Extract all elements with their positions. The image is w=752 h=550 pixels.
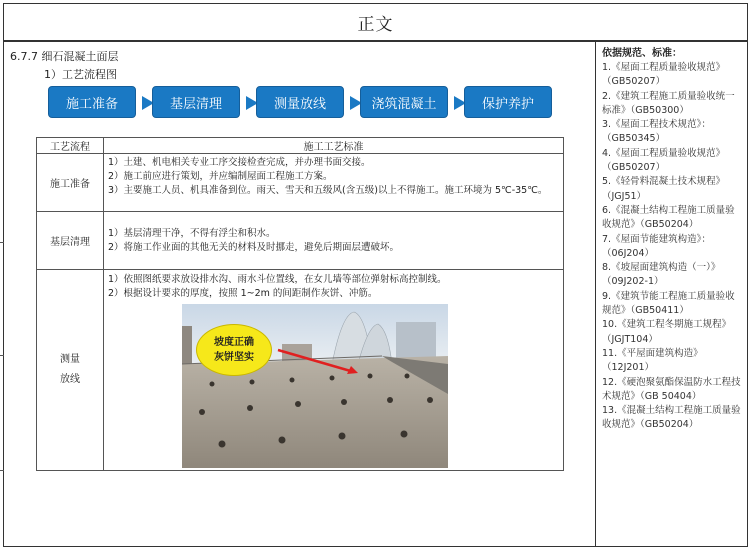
reference-item: 10.《建筑工程冬期施工规程》（JGJT104） [602,319,732,345]
standard-line: 1）土建、机电相关专业工序交接检查完成，并办理书面交接。 [108,157,371,168]
standard-line: 3）主要施工人员、机具准备到位。雨天、雪天和五级风(含五级)以上不得施工。施工环境为 5℃-35℃。 [108,185,548,196]
reference-item: 12.《硬泡聚氨酯保温防水工程技术规范》（GB 50404） [602,376,741,402]
table-header-process: 工艺流程 [37,138,104,154]
flow-step-prepare: 施工准备 [48,86,136,118]
row-name [37,270,104,471]
table-header-row [37,138,564,154]
table-row [37,212,564,270]
standard-line: 2）根据设计要求的厚度，按照 1~2m 的间距制作灰饼、冲筋。 [108,288,378,299]
section-title: 6.7.7 细石混凝土面层 [10,50,119,63]
document-frame [3,3,748,547]
site-photo [182,304,448,468]
table-row [37,270,564,471]
flow-step-cure: 保护养护 [464,86,552,118]
table-row [37,154,564,212]
standard-line: 2）将施工作业面的其他无关的材料及时挪走，避免后期面层遭破坏。 [108,241,400,253]
standard-line: 2）施工前应进行策划，并应编制屋面工程施工方案。 [108,171,333,182]
reference-item: 7.《屋面节能建筑构造》：（06J204） [602,233,711,259]
reference-item: 9.《建筑节能工程施工质量验收规范》（GB50411） [602,290,735,317]
reference-item: 4.《屋面工程质量验收规范》（GB50207） [602,147,726,174]
row-name: 施工准备 [37,154,104,212]
main-content [4,42,596,546]
process-table [36,137,564,471]
callout-line: 灰饼坚实 [214,352,254,363]
reference-sidebar [596,42,747,546]
sidebar-title: 依据规范、标准： [602,48,682,59]
reference-item: 6.《混凝土结构工程施工质量验收规范》（GB50204） [602,204,735,231]
margin-tick [0,355,4,356]
row-standard [104,212,564,270]
reference-item: 3.《屋面工程技术规范》：（GB50345） [602,119,711,145]
reference-item: 11.《平屋面建筑构造》（12J201） [602,347,703,374]
flow-step-measure: 测量放线 [256,86,344,118]
callout-line: 坡度正确 [214,337,254,348]
reference-item: 1.《屋面工程质量验收规范》（GB50207） [602,62,726,88]
row-standard [104,270,564,471]
process-flow [48,86,558,120]
margin-tick [0,242,4,243]
page-header [4,4,747,42]
reference-item: 5.《轻骨料混凝土技术规程》（JGJ51） [602,176,726,202]
row-standard [104,154,564,212]
reference-item: 13.《混凝土结构工程施工质量验收规范》（GB50204） [602,405,741,431]
flow-step-clean: 基层清理 [152,86,240,118]
reference-item: 2.《建筑工程施工质量验收统一标准》（GB50300） [602,90,735,116]
row-name-line: 放线 [60,374,80,385]
standard-line: 1）基层清理干净，不得有浮尘和积水。 [108,227,276,239]
row-name-line: 测量 [60,354,80,365]
reference-item: 8.《坡屋面建筑构造（一）》（09J202-1） [602,262,721,288]
row-name: 基层清理 [37,212,104,270]
margin-tick [0,470,4,471]
flow-step-pour: 浇筑混凝土 [360,86,448,118]
photo-callout [196,324,272,376]
standard-line: 1）依照图纸要求放设排水沟、雨水斗位置线，在女儿墙等部位弹射标高控制线。 [108,274,447,285]
subsection-title: 1）工艺流程图 [44,68,117,81]
table-header-standard: 施工工艺标准 [104,138,564,154]
page-title: 正文 [357,14,394,35]
